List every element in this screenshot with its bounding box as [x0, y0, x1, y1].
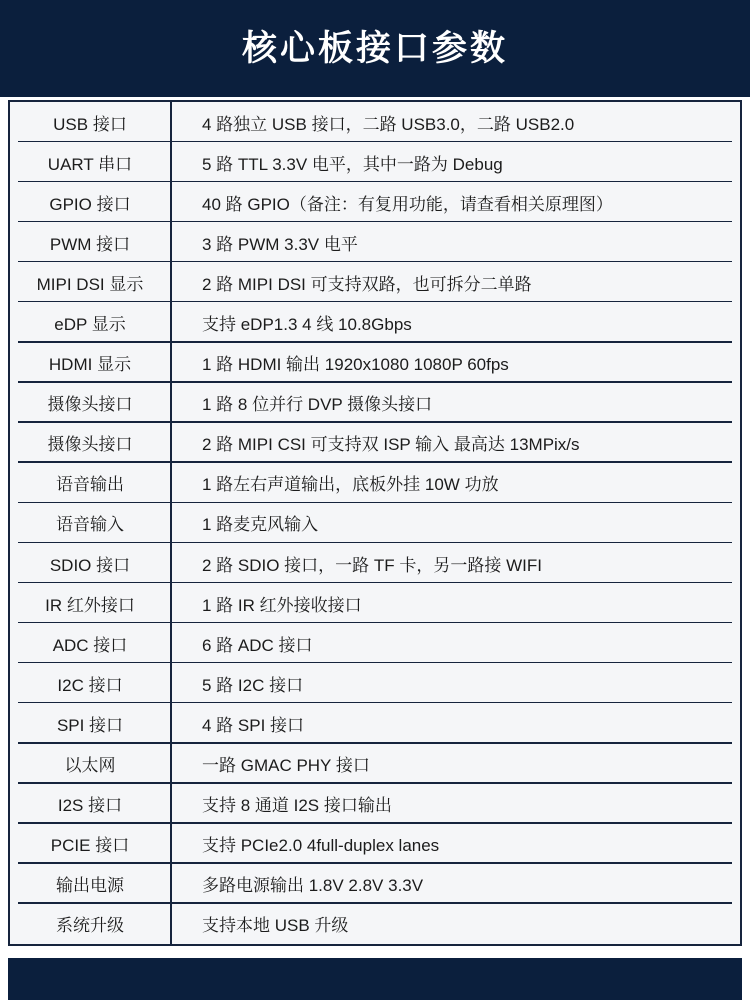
row-label: GPIO 接口 [49, 194, 131, 214]
table-row [10, 703, 740, 743]
row-label: USB 接口 [53, 114, 127, 134]
table-row [10, 904, 740, 944]
row-label: I2C 接口 [57, 675, 123, 695]
row-label: SPI 接口 [56, 715, 124, 735]
table-row [10, 343, 740, 383]
row-value: 6 路 ADC 接口 [202, 635, 313, 655]
row-value: 5 路 I2C 接口 [202, 675, 304, 695]
row-label: MIPI DSI 显示 [36, 274, 144, 294]
table-row [10, 623, 740, 663]
row-value: 1 路 HDMI 输出 1920x1080 1080P 60fps [202, 355, 509, 375]
row-label: I2S 接口 [57, 796, 123, 816]
row-label: SDIO 接口 [49, 555, 131, 575]
row-label: ADC 接口 [52, 635, 128, 655]
row-value: 支持 PCIe2.0 4full-duplex lanes [202, 836, 440, 856]
table-row [10, 102, 740, 142]
row-value: 1 路左右声道输出，底板外挂 10W 功放 [202, 475, 499, 495]
row-value: 2 路 MIPI CSI 可支持双 ISP 输入 最高达 13MPix/s [202, 435, 580, 455]
row-label: 语音输出 [56, 475, 124, 495]
row-value: 支持 8 通道 I2S 接口输出 [202, 796, 392, 816]
row-value: 40 路 GPIO（备注：有复用功能，请查看相关原理图） [202, 194, 613, 214]
row-label: 摄像头接口 [47, 395, 133, 415]
table-row [10, 503, 740, 543]
row-label: PWM 接口 [49, 234, 131, 254]
row-value: 支持本地 USB 升级 [202, 916, 349, 936]
page-title: 核心板接口参数 [241, 29, 508, 68]
row-value: 4 路 SPI 接口 [202, 715, 305, 735]
table-row [10, 423, 740, 463]
row-label: 以太网 [64, 756, 116, 776]
row-label: 输出电源 [56, 876, 124, 896]
table-row [10, 302, 740, 342]
table-row [10, 784, 740, 824]
row-value: 多路电源输出 1.8V 2.8V 3.3V [202, 876, 424, 896]
table-row [10, 222, 740, 262]
row-value: 2 路 MIPI DSI 可支持双路，也可拆分二单路 [202, 274, 532, 294]
table-row [10, 383, 740, 423]
table-row [10, 864, 740, 904]
table-row [10, 262, 740, 302]
row-label: 系统升级 [56, 916, 124, 936]
table-row [10, 142, 740, 182]
row-label: PCIE 接口 [50, 836, 130, 856]
table-row [10, 663, 740, 703]
row-label: UART 串口 [47, 154, 133, 174]
row-value: 1 路 8 位并行 DVP 摄像头接口 [202, 395, 433, 415]
header-banner [0, 0, 750, 97]
row-value: 4 路独立 USB 接口，二路 USB3.0，二路 USB2.0 [202, 114, 575, 134]
table-row [10, 744, 740, 784]
row-value: 2 路 SDIO 接口，一路 TF 卡，另一路接 WIFI [202, 555, 542, 575]
footer-bar [8, 958, 742, 1000]
table-row [10, 583, 740, 623]
row-label: IR 红外接口 [45, 595, 135, 615]
table-row [10, 182, 740, 222]
row-label: HDMI 显示 [48, 355, 132, 375]
table-row [10, 543, 740, 583]
row-value: 3 路 PWM 3.3V 电平 [202, 234, 358, 254]
row-value: 一路 GMAC PHY 接口 [202, 756, 370, 776]
row-value: 5 路 TTL 3.3V 电平，其中一路为 Debug [202, 154, 503, 174]
row-label: 摄像头接口 [47, 435, 133, 455]
table-row [10, 463, 740, 503]
row-value: 1 路麦克风输入 [202, 515, 319, 535]
spec-table [8, 100, 742, 946]
row-value: 1 路 IR 红外接收接口 [202, 595, 362, 615]
table-row [10, 824, 740, 864]
row-label: eDP 显示 [54, 315, 126, 335]
row-label: 语音输入 [56, 515, 124, 535]
row-value: 支持 eDP1.3 4 线 10.8Gbps [202, 315, 412, 335]
